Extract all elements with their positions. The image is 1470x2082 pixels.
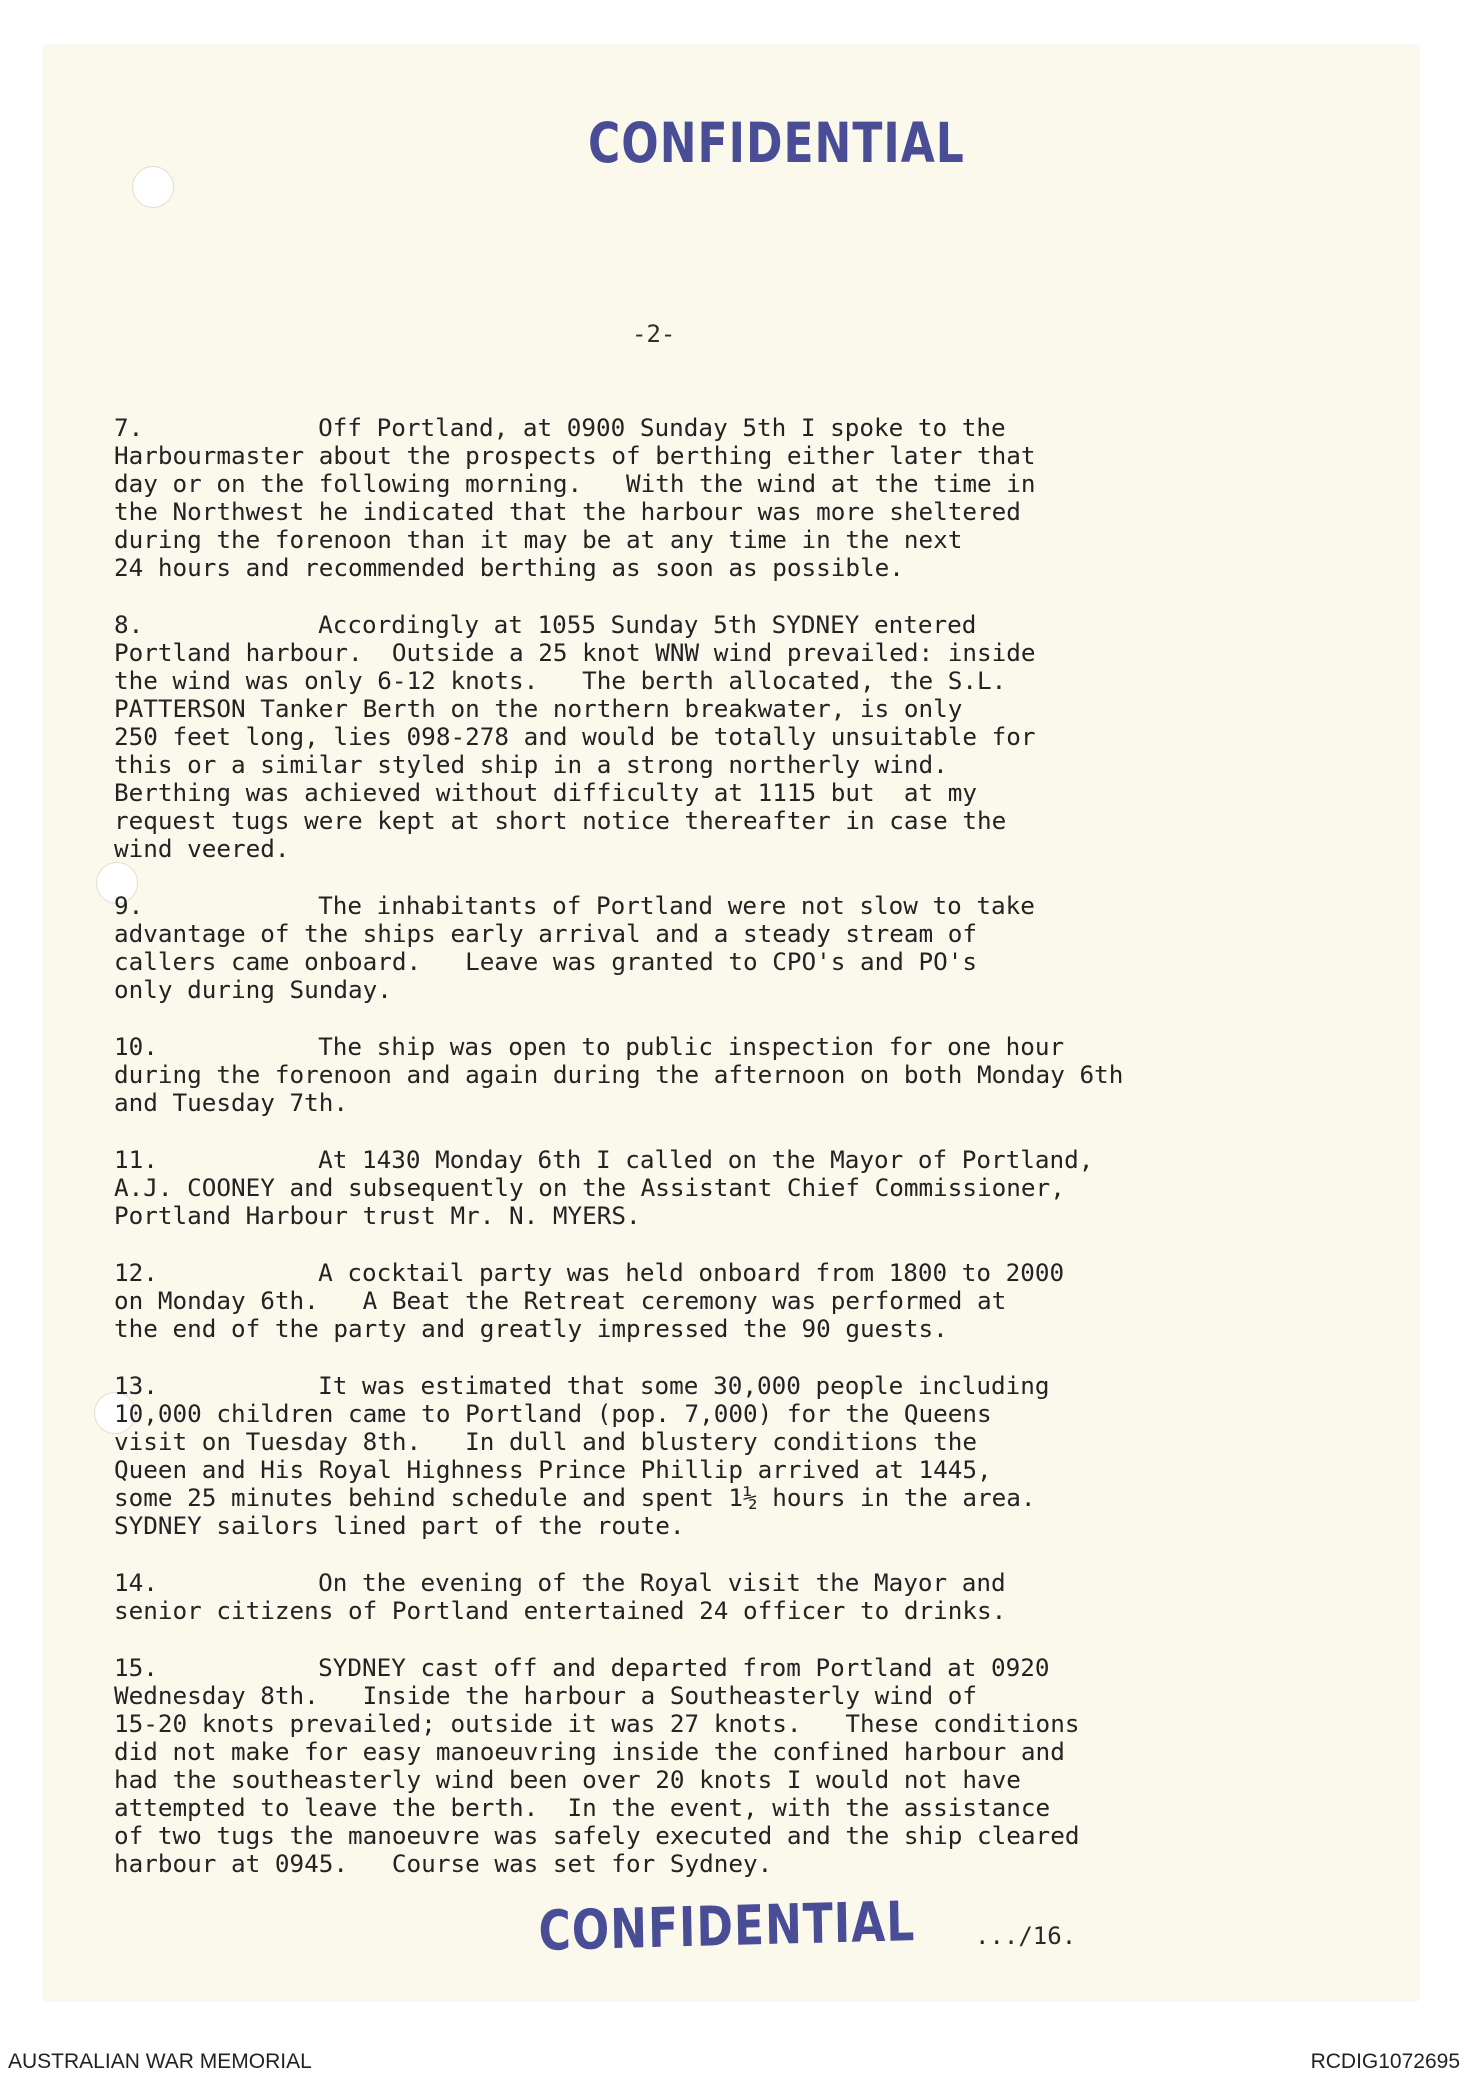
paragraph-first-line [114, 1146, 1294, 1174]
paragraph-line: advantage of the ships early arrival and a steady stream of [114, 919, 978, 948]
paragraph-number: 14. [114, 1568, 158, 1597]
paragraph-first-line [114, 1033, 1294, 1061]
confidential-stamp-bottom: CONFIDENTIAL [538, 1890, 916, 1964]
paragraph-line: only during Sunday. [114, 975, 392, 1004]
paragraph-line: the Northwest he indicated that the harbour was more sheltered [114, 497, 1021, 526]
paragraph-line: 250 feet long, lies 098-278 and would be totally unsuitable for [114, 722, 1036, 751]
paragraph-line: harbour at 0945. Course was set for Sydney. [114, 1849, 773, 1878]
continuation-marker: .../16. [975, 1922, 1077, 1950]
paragraph-line: had the southeasterly wind been over 20 knots I would not have [114, 1765, 1021, 1794]
paragraph-line: request tugs were kept at short notice thereafter in case the [114, 806, 1007, 835]
paragraph-line: the wind was only 6-12 knots. The berth allocated, the S.L. [114, 666, 1007, 695]
paragraph-first-line [114, 1372, 1294, 1400]
paragraph-text: Off Portland, at 0900 Sunday 5th I spoke to the [318, 413, 1006, 442]
paragraph-first-line [114, 414, 1294, 442]
paragraph-line: wind veered. [114, 834, 290, 863]
paragraph-12 [114, 1259, 1294, 1343]
paragraph-line: A.J. COONEY and subsequently on the Assistant Chief Commissioner, [114, 1173, 1065, 1202]
paragraph-line: Portland harbour. Outside a 25 knot WNW wind prevailed: inside [114, 638, 1036, 667]
paragraph-number: 11. [114, 1145, 158, 1174]
paragraph-13 [114, 1372, 1294, 1540]
paragraph-line: some 25 minutes behind schedule and spent 1½ hours in the area. [114, 1483, 1036, 1512]
paragraph-text: At 1430 Monday 6th I called on the Mayor of Portland, [318, 1145, 1094, 1174]
paragraph-line: this or a similar styled ship in a strong northerly wind. [114, 750, 948, 779]
paragraph-line: of two tugs the manoeuvre was safely executed and the ship cleared [114, 1821, 1080, 1850]
paragraph-line: visit on Tuesday 8th. In dull and blustery conditions the [114, 1427, 978, 1456]
paragraph-line: attempted to leave the berth. In the event, with the assistance [114, 1793, 1051, 1822]
paragraph-line: Berthing was achieved without difficulty at 1115 but at my [114, 778, 978, 807]
paragraph-14 [114, 1569, 1294, 1625]
paragraph-line: on Monday 6th. A Beat the Retreat ceremony was performed at [114, 1286, 1007, 1315]
paragraph-line: during the forenoon and again during the afternoon on both Monday 6th [114, 1060, 1124, 1089]
paragraph-line: PATTERSON Tanker Berth on the northern breakwater, is only [114, 694, 963, 723]
paragraph-text: SYDNEY cast off and departed from Portland at 0920 [318, 1653, 1050, 1682]
paragraph-text: On the evening of the Royal visit the Mayor and [318, 1568, 1006, 1597]
paragraph-text: Accordingly at 1055 Sunday 5th SYDNEY entered [318, 610, 977, 639]
paragraph-number: 13. [114, 1371, 158, 1400]
page-number: -2- [632, 320, 676, 348]
confidential-stamp-top: CONFIDENTIAL [588, 112, 965, 176]
paragraph-line: callers came onboard. Leave was granted to CPO's and PO's [114, 947, 978, 976]
paragraph-11 [114, 1146, 1294, 1230]
paragraph-15 [114, 1654, 1294, 1878]
punch-hole-top [132, 166, 174, 208]
footer-reference: RCDIG1072695 [1310, 2050, 1460, 2073]
paragraph-line: Portland Harbour trust Mr. N. MYERS. [114, 1201, 641, 1230]
paragraph-number: 10. [114, 1032, 158, 1061]
paragraph-first-line [114, 1654, 1294, 1682]
paragraph-line: and Tuesday 7th. [114, 1088, 349, 1117]
paragraph-number: 15. [114, 1653, 158, 1682]
paragraph-line: 24 hours and recommended berthing as soon as possible. [114, 553, 904, 582]
document-body [114, 414, 1294, 1907]
paragraph-9 [114, 892, 1294, 1004]
paragraph-text: A cocktail party was held onboard from 1800 to 2000 [318, 1258, 1065, 1287]
footer-institution: AUSTRALIAN WAR MEMORIAL [8, 2050, 312, 2073]
paragraph-number: 12. [114, 1258, 158, 1287]
paragraph-7 [114, 414, 1294, 582]
paragraph-line: 10,000 children came to Portland (pop. 7,000) for the Queens [114, 1399, 992, 1428]
paragraph-text: It was estimated that some 30,000 people including [318, 1371, 1050, 1400]
paragraph-first-line [114, 892, 1294, 920]
paragraph-first-line [114, 1569, 1294, 1597]
paragraph-first-line [114, 1259, 1294, 1287]
paragraph-line: senior citizens of Portland entertained 24 officer to drinks. [114, 1596, 1007, 1625]
paragraph-line: SYDNEY sailors lined part of the route. [114, 1511, 685, 1540]
paragraph-number: 8. [114, 610, 144, 639]
paragraph-line: during the forenoon than it may be at any time in the next [114, 525, 963, 554]
paragraph-line: did not make for easy manoeuvring inside the confined harbour and [114, 1737, 1065, 1766]
paragraph-line: Wednesday 8th. Inside the harbour a Southeasterly wind of [114, 1681, 978, 1710]
paragraph-number: 9. [114, 891, 144, 920]
paragraph-first-line [114, 611, 1294, 639]
paragraph-line: Harbourmaster about the prospects of berthing either later that [114, 441, 1036, 470]
paragraph-line: day or on the following morning. With the wind at the time in [114, 469, 1036, 498]
paragraph-number: 7. [114, 413, 144, 442]
paragraph-line: Queen and His Royal Highness Prince Phillip arrived at 1445, [114, 1455, 992, 1484]
paragraph-8 [114, 611, 1294, 863]
paragraph-text: The inhabitants of Portland were not slow to take [318, 891, 1035, 920]
paragraph-line: the end of the party and greatly impressed the 90 guests. [114, 1314, 948, 1343]
paragraph-text: The ship was open to public inspection for one hour [318, 1032, 1065, 1061]
paragraph-10 [114, 1033, 1294, 1117]
paragraph-line: 15-20 knots prevailed; outside it was 27 knots. These conditions [114, 1709, 1080, 1738]
